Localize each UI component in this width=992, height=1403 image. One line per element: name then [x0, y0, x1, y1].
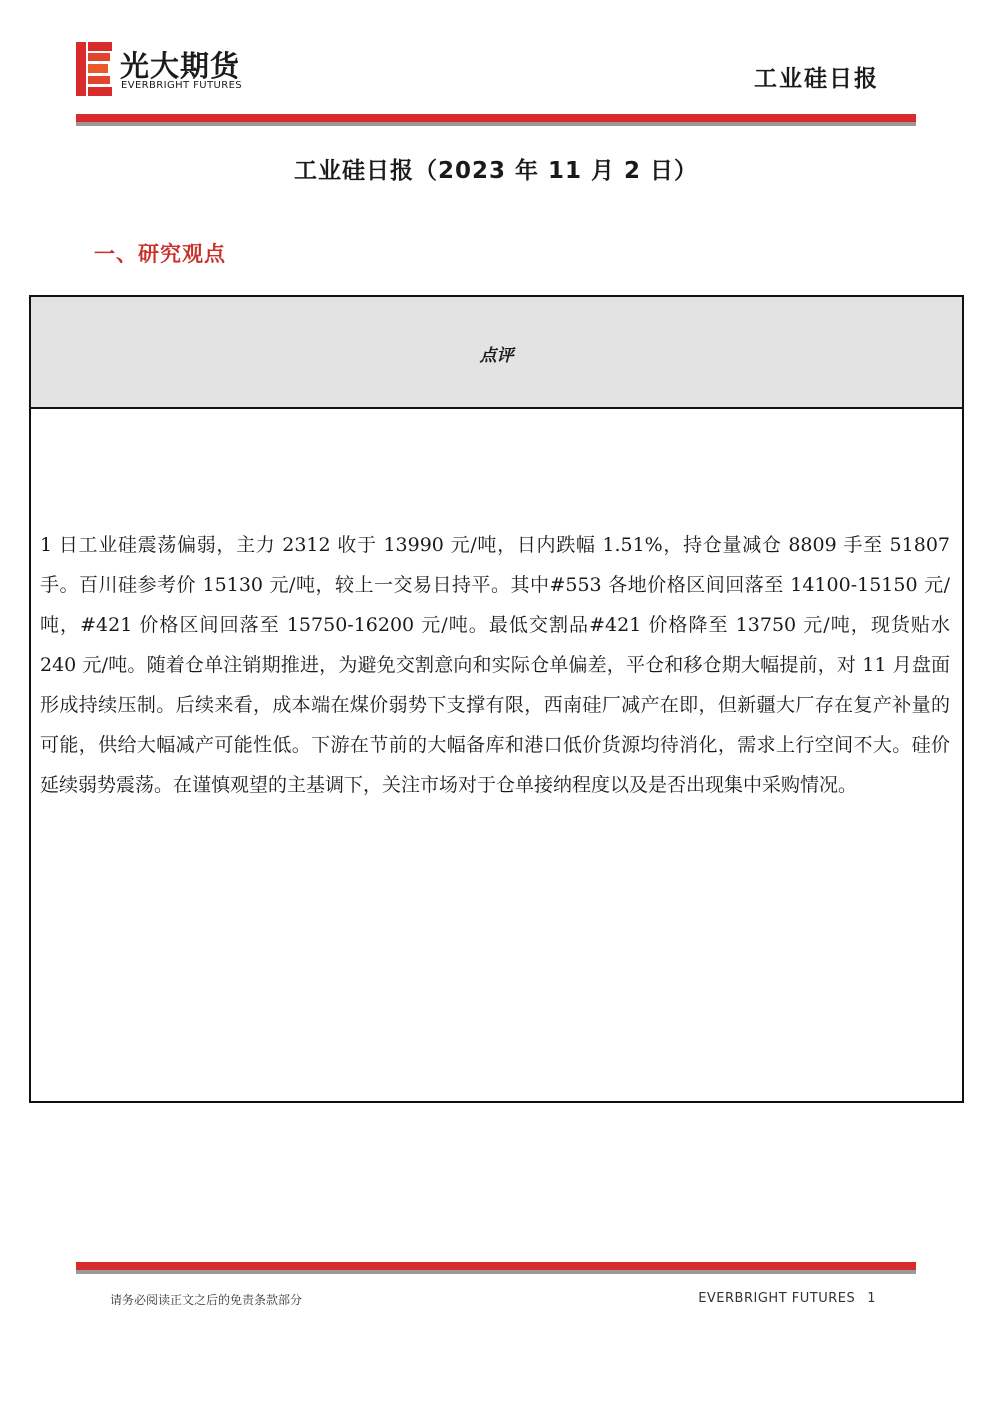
section-heading: 一、研究观点 — [94, 242, 226, 266]
review-body-text: 1 日工业硅震荡偏弱，主力 2312 收于 13990 元/吨，日内跌幅 1.51%，持仓量减仓 8809 手至 51807 手。百川硅参考价 15130 元/吨，较上一交易日持平。其中#553 各地价格区间回落至 14100-15150 元/吨，#421 价格区间回落至 15750-16200 元/吨。最低交割品#421 价格降至 13750 元/吨，现货贴水 240 元/吨。随着仓单注销期推进，为避免交割意向和实际仓单偏差，平仓和移仓期大幅提前，对 11 月盘面形成持续压制。后续来看，成本端在煤价弱势下支撑有限，西南硅厂减产在即，但新疆大厂存在复产补量的可能，供给大幅减产可能性低。下游在节前的大幅备库和港口低价货源均待消化，需求上行空间不大。硅价延续弱势震荡。在谨慎观望的主基调下，关注市场对于仓单接纳程度以及是否出现集中采购情况。 — [40, 534, 950, 796]
page-number: 1 — [867, 1291, 876, 1306]
review-table-header — [31, 297, 962, 409]
header-divider — [76, 114, 916, 126]
footer-brand-name: EVERBRIGHT FUTURES — [698, 1291, 856, 1306]
review-table — [29, 295, 964, 1103]
header-report-type: 工业硅日报 — [754, 66, 879, 92]
footer-brand — [698, 1291, 876, 1306]
document-title: 工业硅日报（2023 年 11 月 2 日） — [293, 158, 699, 184]
logo-name-cn: 光大期货 — [120, 49, 241, 83]
footer-disclaimer: 请务必阅读正文之后的免责条款部分 — [110, 1293, 303, 1307]
logo-name-en: EVERBRIGHT FUTURES — [121, 80, 243, 91]
review-header-label: 点评 — [479, 346, 514, 366]
everbright-logo-icon — [76, 42, 114, 96]
footer-divider — [76, 1262, 916, 1274]
company-logo — [76, 42, 286, 98]
